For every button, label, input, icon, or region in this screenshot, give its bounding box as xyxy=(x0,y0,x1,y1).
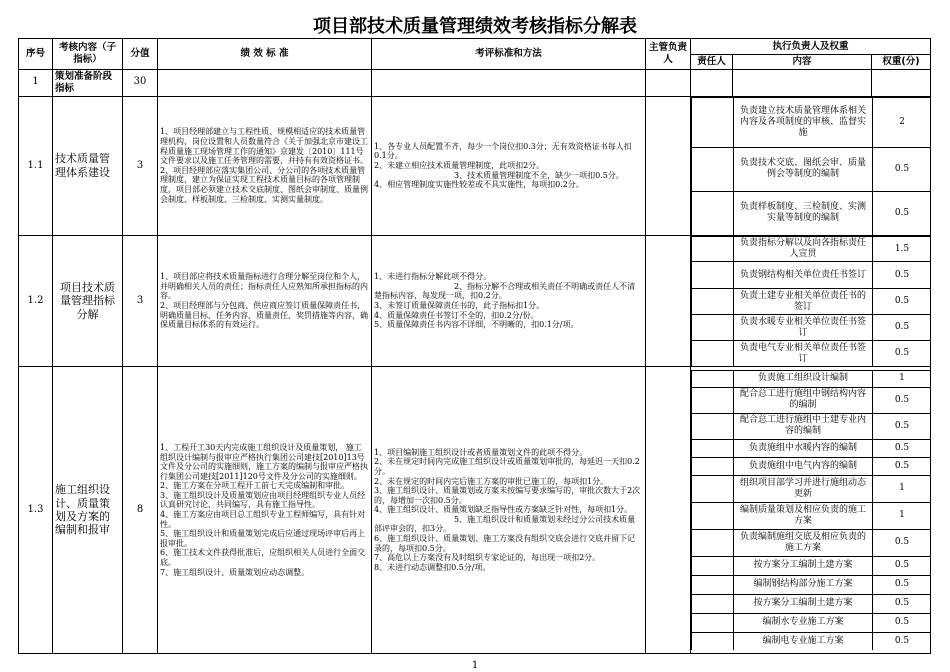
exec-weight: 0.5 xyxy=(873,315,931,341)
table-row xyxy=(19,69,931,96)
exec-row xyxy=(692,262,931,289)
standard-cell: 1、工程开工30天内完成施工组织设计及质量策划， 施工组织设计编制与报审应严格执行集团公司建技[2010]13号文件及分公司的实施细则，施工方案的编制与报审应严格执行集团公司建技[2011]120号文件及分公司的实施细则。 2、施工方案在分项工程开工前七天完成编制和审批。 3、施工组织设计及质量策划应由项目经理组织专业人员经认真研究讨论，共同编写，具有施工指导性。 4、施工方案应由项目总工组织专业工程师编写，具有针对性。 5、施工组织设计和质量策划完成后应通过现场评审后再上报审批。 6、施工技术文件获得批准后，应组织相关人员进行全面交底。 7、施工组织设计、质量策划应动态调整。 xyxy=(158,367,372,654)
exec-weight: 0.5 xyxy=(873,632,931,650)
exec-weight: 1 xyxy=(873,370,931,387)
exec-content: 编制水专业施工方案 xyxy=(734,613,873,632)
criteria-cell: 1、项目编制施工组织设计或者质量策划文件的此项不得分。 2、未在规定时间内完成施工组织设计或质量策划审批的，每延迟一天扣0.2分。 2、未在规定的时间内完后施工方案的审批已施工的，每项扣1分。 3、施工组织设计、质量策划或方案未按编写要求编写的，审批次数大于2次的，每增加一次扣0.5分。 4、施工组织设计、质量策划缺乏指导性或方案缺乏针对性，每项扣1分。 5、施工组织设计和质量策划未经过分公司技术质量部评审会的，扣3分。 6、施工组织设计、质量策划、施工方案没有组织交底会进行交底并留下记录的，每项扣0.5分。 7、高危以上方案没有及时组织专家论证的，每出现一项扣2分。 8、未进行动态调整扣0.5分/项。 xyxy=(372,367,646,654)
kpi-table xyxy=(18,38,931,654)
exec-row xyxy=(692,237,931,262)
exec-weight: 0.5 xyxy=(873,191,931,235)
exec-content: 负责施工组织设计编制 xyxy=(734,370,873,387)
standard-cell: 1、项目部应将技术质量指标进行合理分解至岗位和个人，并明确相关人员的责任；指标责任人应熟知所承担指标的内容。 2、项目经理部与分包商、供应商应签订质量保障责任书，明确质量目标、任务内容、质量责任、奖罚措施等内容，确保质量目标体系的有效运行。 xyxy=(158,236,372,367)
exec-row xyxy=(692,387,931,413)
exec-row xyxy=(692,439,931,457)
exec-weight: 0.5 xyxy=(873,594,931,613)
header-person: 责任人 xyxy=(691,55,733,70)
exec-content: 负责电气专业相关单位责任书签订 xyxy=(734,341,873,366)
exec-weight: 1 xyxy=(873,502,931,529)
exec-content: 负责样板制度、三检制度、实测实量等制度的编制 xyxy=(734,191,873,235)
exec-content: 按方案分工编制土建方案 xyxy=(734,594,873,613)
criteria-cell: 1、各专业人员配置不齐，每少一个岗位扣0.3分；无有效资格证书每人扣0.1分。 2、未建立相应技术质量管理制度，此项扣2分。 3、技术质量管理制度不全，缺少一项扣0.5分。 4、相应管理制度实施性较差或不具实施性，每项扣0.2分。 xyxy=(372,96,646,236)
exec-weight: 0.5 xyxy=(873,439,931,457)
exec-weight: 0.5 xyxy=(873,289,931,315)
content-cell: 项目技术质量管理指标分解 xyxy=(53,236,123,367)
exec-row xyxy=(692,191,931,235)
header-detail: 内容 xyxy=(733,55,872,70)
exec-content: 负责施组中水暖内容的编制 xyxy=(734,439,873,457)
exec-row xyxy=(692,594,931,613)
header-criteria: 考评标准和方法 xyxy=(372,39,646,70)
header-exec-group: 执行负责人及权重 xyxy=(691,39,931,55)
exec-row xyxy=(692,556,931,575)
exec-row xyxy=(692,575,931,594)
seq-cell: 1.2 xyxy=(19,236,53,367)
exec-row xyxy=(692,632,931,650)
exec-weight: 0.5 xyxy=(873,529,931,556)
header-row xyxy=(19,39,931,55)
exec-weight: 0.5 xyxy=(873,387,931,413)
seq-cell: 1.3 xyxy=(19,367,53,654)
exec-content: 负责技术交底、图纸会审、质量例会等制度的编制 xyxy=(734,147,873,191)
header-content: 考核内容（子指标） xyxy=(53,39,123,70)
exec-weight: 0.5 xyxy=(873,575,931,594)
header-standard: 绩 效 标 准 xyxy=(158,39,372,70)
exec-content: 负责土建专业相关单位责任书的签订 xyxy=(734,289,873,315)
seq-cell: 1 xyxy=(19,69,53,96)
standard-cell: 1、项目经理部建立与工程性质、规模相适应的技术质量管理机构，岗位设置和人员数量符合《关于加强北京市建设工程质量施工现场管理工作的通知》京建发〔2010〕111号文件要求以及施工任务管理的需要，并持有有效资格证书。 2、项目经理部应落实集团公司、分公司的各项技术质量管理制度，建立为保证实现工程技术质量目标的各项管理制度，项目部必须建立技术交底制度、图纸会审制度、质量例会制度、样板制度、三检制度、实测实量制度。 xyxy=(158,96,372,236)
header-score: 分值 xyxy=(123,39,158,70)
content-cell: 策划准备阶段指标 xyxy=(53,69,123,96)
exec-weight: 0.5 xyxy=(873,147,931,191)
exec-content: 负责建立技术质量管理体系相关内容及各项制度的审核、监督实施 xyxy=(734,97,873,147)
exec-subtable xyxy=(691,97,931,236)
exec-content: 负责钢结构相关单位责任书签订 xyxy=(734,262,873,289)
exec-subtable xyxy=(691,370,931,651)
exec-weight: 0.5 xyxy=(873,556,931,575)
manager-cell xyxy=(646,367,691,654)
content-cell: 施工组织设计、质量策划及方案的编制和报审 xyxy=(53,367,123,654)
page-title: 项目部技术质量管理绩效考核指标分解表 xyxy=(0,12,950,38)
exec-row xyxy=(692,315,931,341)
exec-row xyxy=(692,613,931,632)
score-cell: 3 xyxy=(123,236,158,367)
exec-content: 组织项目部学习并进行施组动态更新 xyxy=(734,475,873,502)
exec-weight: 0.5 xyxy=(873,413,931,439)
exec-row xyxy=(692,147,931,191)
exec-row xyxy=(692,475,931,502)
content-cell: 技术质量管理体系建设 xyxy=(53,96,123,236)
exec-content: 编制钢结构部分施工方案 xyxy=(734,575,873,594)
exec-content: 负责指标分解以及向各指标责任人宣贯 xyxy=(734,237,873,262)
exec-content: 编制电专业施工方案 xyxy=(734,632,873,650)
exec-weight: 1 xyxy=(873,475,931,502)
exec-row xyxy=(692,370,931,387)
table-row xyxy=(19,96,931,236)
header-weight: 权重(分) xyxy=(872,55,931,70)
exec-content: 编制质量策划及相应负责的施工方案 xyxy=(734,502,873,529)
exec-content: 配合总工进行施组中土建专业内容的编制 xyxy=(734,413,873,439)
score-cell: 8 xyxy=(123,367,158,654)
exec-row xyxy=(692,289,931,315)
criteria-cell: 1、未进行指标分解此项不得分。 2、指标分解不合理或相关责任不明确或责任人不清楚指标内容，每发现一项，扣0.2分。 3、未签订质量保障责任书的，此子指标扣1分。 4、质量保障责任书签订不全的，扣0.2分/份。 5、质量保障责任书内容不详细，不明晰的，扣0.1分/项。 xyxy=(372,236,646,367)
exec-subtable xyxy=(691,236,931,366)
exec-content: 按方案分工编制土建方案 xyxy=(734,556,873,575)
exec-weight: 2 xyxy=(873,97,931,147)
exec-row xyxy=(692,457,931,475)
exec-row xyxy=(692,413,931,439)
page-number: 1 xyxy=(471,660,479,671)
exec-row xyxy=(692,529,931,556)
exec-content: 配合总工进行施组中钢结构内容的编制 xyxy=(734,387,873,413)
table-row xyxy=(19,367,931,654)
exec-row xyxy=(692,341,931,366)
header-manager: 主管负责人 xyxy=(646,39,691,70)
exec-content: 负责编制施组交底及相应负责的施工方案 xyxy=(734,529,873,556)
exec-content: 负责水暖专业相关单位责任书签订 xyxy=(734,315,873,341)
table-row xyxy=(19,236,931,367)
score-cell: 3 xyxy=(123,96,158,236)
exec-row xyxy=(692,502,931,529)
exec-weight: 1.5 xyxy=(873,237,931,262)
manager-cell xyxy=(646,96,691,236)
exec-weight: 0.5 xyxy=(873,457,931,475)
exec-row xyxy=(692,97,931,147)
header-seq: 序号 xyxy=(19,39,53,70)
seq-cell: 1.1 xyxy=(19,96,53,236)
exec-weight: 0.5 xyxy=(873,262,931,289)
score-cell: 30 xyxy=(123,69,158,96)
exec-weight: 0.5 xyxy=(873,613,931,632)
exec-weight: 0.5 xyxy=(873,341,931,366)
exec-content: 负责施组中电气内容的编制 xyxy=(734,457,873,475)
manager-cell xyxy=(646,236,691,367)
